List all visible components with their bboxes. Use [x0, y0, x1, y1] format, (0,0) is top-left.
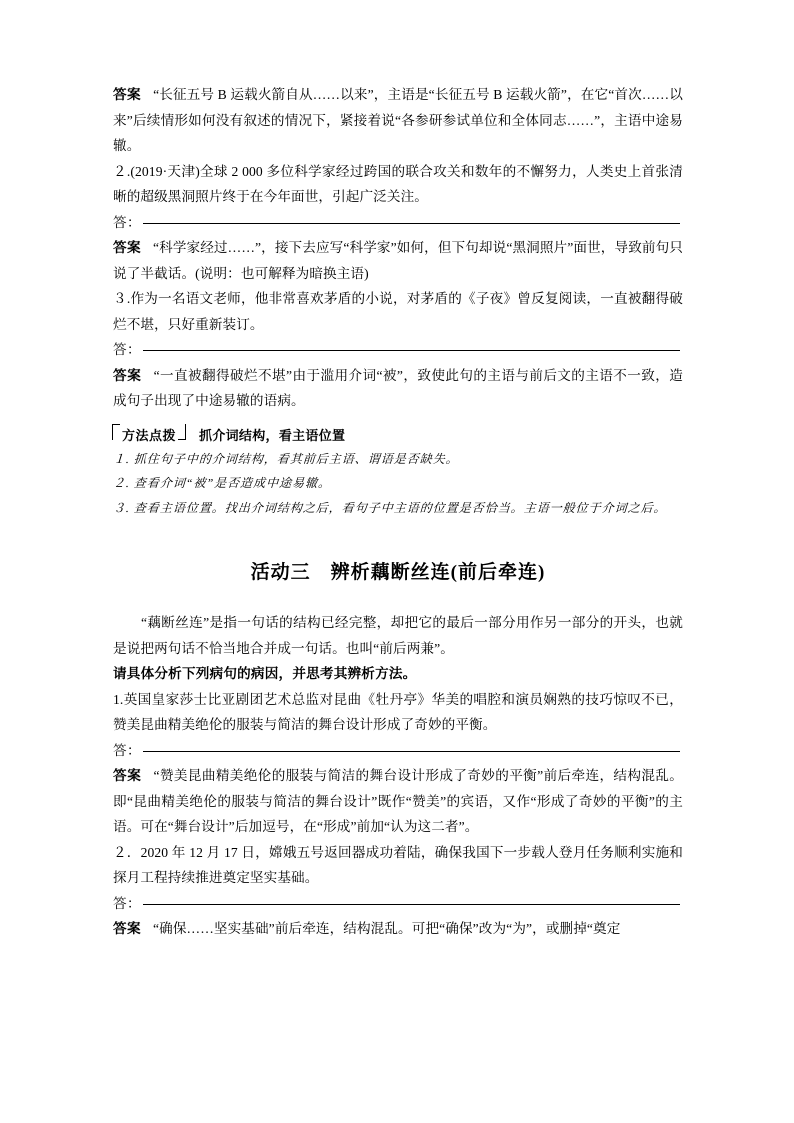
- activity-heading: [113, 558, 683, 588]
- activity-answer-key-1: [113, 763, 683, 840]
- method-tips-box: [113, 425, 683, 521]
- answer-blank-label: 答：: [113, 895, 141, 911]
- method-tips-tag: [113, 425, 185, 447]
- answer-key-text-3: “一直被翻得破烂不堪”由于滥用介词“被”，致使此句的主语与前后文的主语不一致，造成句子出现了中途易辙的语病。: [113, 367, 683, 408]
- answer-blank-2[interactable]: [113, 210, 683, 236]
- answer-key-block-2: [113, 235, 683, 286]
- activity-intro-paragraph: “藕断丝连”是指一句话的结构已经完整，却把它的最后一部分用作另一部分的开头，也就是说把两句话不恰当地合并成一句话。也叫“前后两兼”。: [113, 615, 683, 656]
- method-tips-tag-label: 方法点拨: [122, 427, 177, 443]
- answer-blank-label: 答：: [113, 742, 141, 758]
- answer-key-block-1: [113, 82, 683, 159]
- answer-key-block-3: [113, 363, 683, 414]
- activity-answer-key-2: [113, 916, 683, 942]
- method-tip-item-2: ２. 查看介词“被”是否造成中途易辙。: [112, 476, 332, 490]
- answer-key-text-2: “科学家经过……”，接下去应写“科学家”如何，但下句却说“黑洞照片”面世，导致前句只说了半截话。(说明：也可解释为暗换主语): [113, 240, 683, 281]
- answer-blank-rule[interactable]: [143, 223, 680, 224]
- answer-blank-label: 答：: [113, 214, 141, 230]
- answer-key-label: 答案: [113, 240, 141, 255]
- answer-key-text-1: “长征五号 B 运载火箭自从……以来”，主语是“长征五号 B 运载火箭”，在它“首次……以来”后续情形如何没有叙述的情况下，紧接着说“各参研参试单位和全体同志……”，主语中途易辙。: [113, 87, 683, 153]
- answer-blank-rule[interactable]: [143, 904, 680, 905]
- activity-instruction: 请具体分析下列病句的病因，并思考其辨析方法。: [113, 666, 417, 681]
- activity-answer-blank-2[interactable]: [113, 891, 683, 917]
- activity-answer-key-text-2: “确保……坚实基础”前后牵连，结构混乱。可把“确保”改为“为”，或删掉“奠定: [153, 921, 621, 936]
- answer-blank-rule[interactable]: [143, 751, 680, 752]
- activity-heading-title: 辨析藕断丝连(前后牵连): [330, 562, 546, 583]
- activity-question-2: ２．2020 年 12 月 17 日，嫦娥五号返回器成功着陆，确保我国下一步载人登月任务顺利实施和探月工程持续推进奠定坚实基础。: [113, 844, 683, 885]
- answer-blank-label: 答：: [113, 342, 141, 357]
- method-tip-item-3: ３. 查看主语位置。找出介词结构之后，看句子中主语的位置是否恰当。主语一般位于介词之后。: [112, 500, 667, 515]
- activity-heading-number: 活动三: [250, 562, 311, 583]
- page-content: [113, 82, 683, 942]
- answer-key-label: 答案: [113, 367, 142, 383]
- question-2: ２.(2019·天津)全球 2 000 多位科学家经过跨国的联合攻关和数年的不懈努力，人类史上首张清晰的超级黑洞照片终于在今年面世，引起广泛关注。: [113, 163, 683, 204]
- activity-answer-key-text-1: “赞美昆曲精美绝伦的服装与简洁的舞台设计形成了奇妙的平衡”前后牵连，结构混乱。即“昆曲精美绝伦的服装与简洁的舞台设计”既作“赞美”的宾语，又作“形成了奇妙的平衡”的主语。可在“舞台设计”后加逗号，在“形成”前加“认为这二者”。: [113, 768, 683, 834]
- answer-key-label: 答案: [113, 921, 141, 936]
- question-3: ３.作为一名语文老师，他非常喜欢茅盾的小说，对茅盾的《子夜》曾反复阅读，一直被翻得破烂不堪，只好重新装订。: [113, 291, 683, 332]
- method-tip-item-1: １. 抓住句子中的介词结构，看其前后主语、谓语是否缺失。: [112, 451, 460, 466]
- bracket-right-icon: [178, 424, 186, 440]
- activity-question-1: 1.英国皇家莎士比亚剧团艺术总监对昆曲《牡丹亭》华美的唱腔和演员娴熟的技巧惊叹不已，赞美昆曲精美绝伦的服装与简洁的舞台设计形成了奇妙的平衡。: [113, 691, 683, 732]
- answer-key-label: 答案: [113, 87, 142, 102]
- answer-key-label: 答案: [113, 768, 142, 783]
- bracket-left-icon: [112, 424, 120, 440]
- method-tips-header: [113, 425, 683, 447]
- answer-blank-rule[interactable]: [143, 350, 680, 351]
- activity-answer-blank-1[interactable]: [113, 738, 683, 764]
- answer-blank-3[interactable]: [113, 337, 683, 363]
- method-tips-title: 抓介词结构，看主语位置: [199, 427, 346, 443]
